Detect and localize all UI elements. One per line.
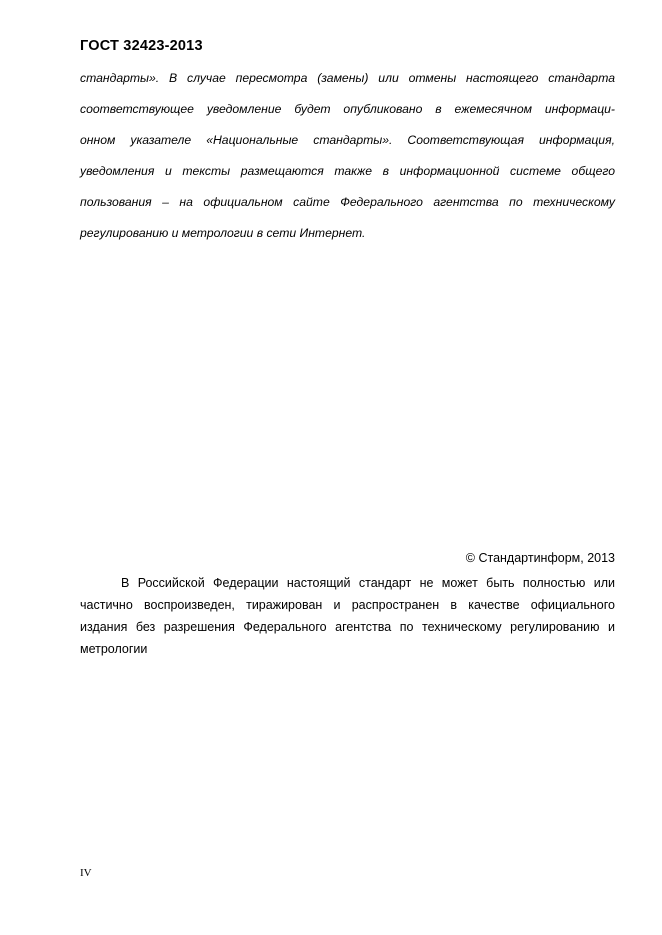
paragraph-line: онном указателе «Национальные стандарты». Соответствующая информация, xyxy=(80,133,615,147)
paragraph-line: уведомления и тексты размещаются также в информационной системе общего xyxy=(80,164,615,178)
paragraph-line: пользования – на официальном сайте Федерального агентства по техническому xyxy=(80,195,615,209)
notice-line: метрологии xyxy=(80,642,148,656)
paragraph-line: стандарты». В случае пересмотра (замены) или отмены настоящего стандарта xyxy=(80,71,615,85)
notice-line: В Российской Федерации настоящий стандарт не может быть полностью или xyxy=(121,576,615,590)
document-code-header: ГОСТ 32423-2013 xyxy=(80,38,203,54)
page-number: IV xyxy=(80,867,92,879)
italic-paragraph xyxy=(80,68,615,254)
paragraph-line: регулированию и метрологии в сети Интернет. xyxy=(80,226,366,240)
reproduction-notice xyxy=(80,573,615,661)
notice-line: частично воспроизведен, тиражирован и распространен в качестве официального xyxy=(80,598,615,612)
copyright-notice: © Стандартинформ, 2013 xyxy=(465,551,615,565)
notice-line: издания без разрешения Федерального агентства по техническому регулированию и xyxy=(80,620,615,634)
paragraph-line: соответствующее уведомление будет опубликовано в ежемесячном информаци- xyxy=(80,102,615,116)
